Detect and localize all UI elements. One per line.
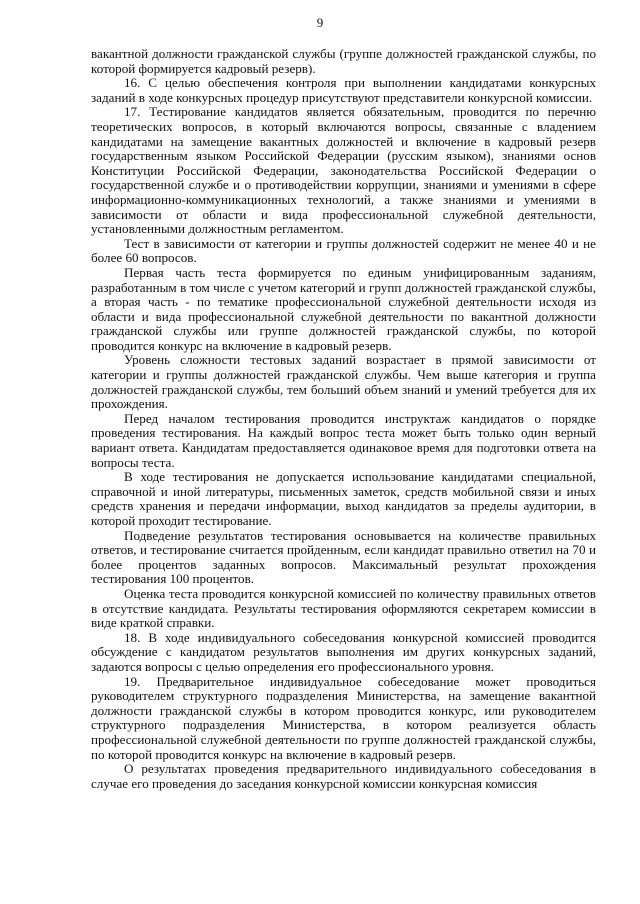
paragraph-instruction: Перед началом тестирования проводится инструктаж кандидатов о порядке проведения тестирования. На каждый вопрос теста может быть только один верный вариант ответа. Кандидатам предоставляется одинаковое время для подготовки ответа на вопросы теста. (91, 410, 596, 470)
paragraph-difficulty: Уровень сложности тестовых заданий возрастает в прямой зависимости от категории и группы должностей гражданской службы. Чем выше категория и группа должностей гражданской службы, тем больший объем знаний и умений требуется для их прохождения. (91, 352, 596, 412)
paragraph-results: Подведение результатов тестирования основывается на количестве правильных ответов, и тестирование считается пройденным, если кандидат правильно ответил на 70 и более процентов заданных вопросов. Максимальный результат прохождения тестирования 100 процентов. (91, 527, 596, 587)
paragraph-prohibitions: В ходе тестирования не допускается использование кандидатами специальной, справочной и иной литературы, письменных заметок, средств мобильной связи и иных средств хранения и передачи информации, выход кандидатов за пределы аудитории, в которой проходит тестирование. (91, 469, 596, 528)
document-body (91, 47, 596, 791)
paragraph-item-17: 17. Тестирование кандидатов является обязательным, проводится по перечню теоретических вопросов, в который включаются вопросы, связанные с владением кандидатами на замещение вакантных должностей и включение в кадровый резерв государственным языком Российской Федерации (русским языком), знаниями основ Конституции Российской Федерации, законодательства Российской Федерации о государственной службе и о противодействии коррупции, знаниями и умениями в сфере информационно-коммуникационных технологий, а также знаниями и умениями в зависимости от области и вида профессиональной служебной деятельности, установленными должностным регламентом. (91, 104, 596, 237)
paragraph-item-18: 18. В ходе индивидуального собеседования конкурсной комиссией проводится обсуждение с кандидатом результатов выполнения им других конкурсных заданий, задаются вопросы с целью определения его профессионального уровня. (91, 629, 596, 674)
paragraph-item-16: 16. С целью обеспечения контроля при выполнении кандидатами конкурсных заданий в ходе конкурсных процедур присутствуют представители конкурсной комиссии. (91, 75, 596, 105)
paragraph-evaluation: Оценка теста проводится конкурсной комиссией по количеству правильных ответов в отсутствие кандидата. Результаты тестирования оформляются секретарем комиссии в виде краткой справки. (91, 585, 596, 631)
paragraph-preliminary-results: О результатах проведения предварительного индивидуального собеседования в случае его проведения до заседания конкурсной комиссии конкурсная комиссия (91, 761, 596, 791)
page-number: 9 (316, 15, 324, 30)
paragraph-continuation: вакантной должности гражданской службы (группе должностей гражданской службы, по которой формируется кадровый резерв). (91, 46, 596, 76)
paragraph-item-19: 19. Предварительное индивидуальное собеседование может проводиться руководителем структурного подразделения Министерства, на замещение вакантной должности гражданской службы в котором проводится конкурс, или руководителем структурного подразделения Министерства, в котором реализуется область профессиональной служебной деятельности по группе должностей гражданской службы, по которой проводится конкурс на включение в кадровый резерв. (91, 673, 596, 762)
paragraph-test-parts: Первая часть теста формируется по единым унифицированным заданиям, разработанным в том числе с учетом категорий и групп должностей гражданской службы, а вторая часть - по тематике профессиональной служебной деятельности исходя из области и вида профессиональной служебной деятельности по вакантной должности гражданской службы или группе должностей гражданской службы, по которой проводится конкурс на включение в кадровый резерв. (91, 264, 596, 353)
paragraph-test-size: Тест в зависимости от категории и группы должностей содержит не менее 40 и не более 60 вопросов. (91, 235, 596, 266)
